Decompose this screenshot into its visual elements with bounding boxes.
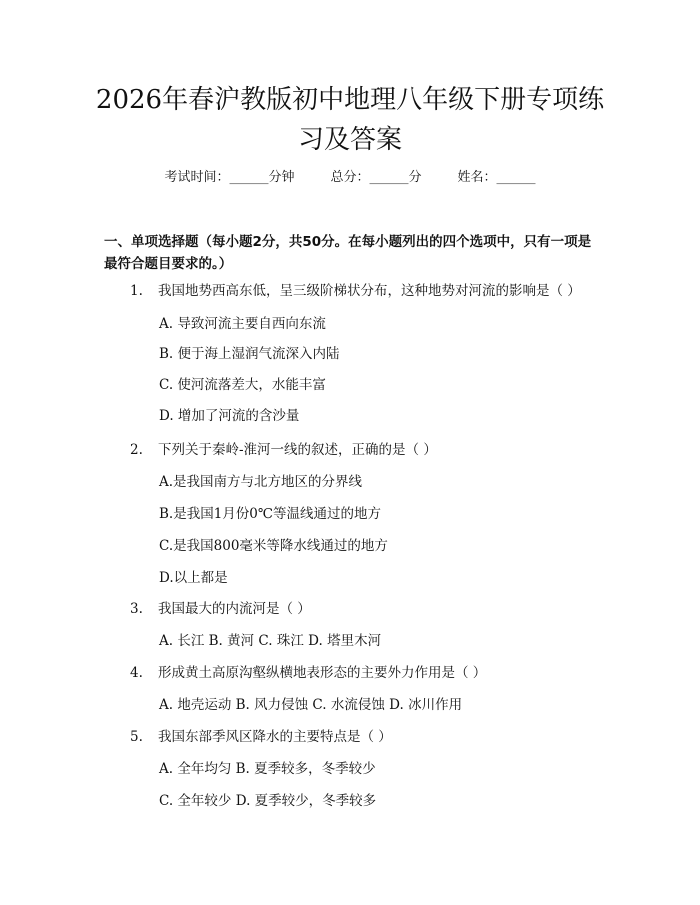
question-number: 3.: [130, 601, 143, 617]
question-option: C. 使河流落差大，水能丰富: [159, 377, 326, 393]
exam-meta: [0, 168, 700, 188]
question-option: A. 地壳运动 B. 风力侵蚀 C. 水流侵蚀 D. 冰川作用: [159, 697, 463, 713]
question-option: A. 导致河流主要自西向东流: [159, 316, 326, 332]
section-heading: 一、单项选择题（每小题2分，共50分。在每小题列出的四个选项中，只有一项是最符合题目要求的。）: [104, 234, 592, 272]
question-option: C.是我国800毫米等降水线通过的地方: [159, 538, 388, 554]
question-option: B.是我国1月份0℃等温线通过的地方: [159, 506, 381, 522]
question-number: 1.: [130, 283, 143, 299]
question-option: A. 全年均匀 B. 夏季较多，冬季较少: [159, 761, 376, 777]
exam-time: 考试时间：______分钟: [164, 170, 295, 185]
exam-student-name: 姓名：______: [457, 170, 536, 185]
question-option: D. 增加了河流的含沙量: [159, 408, 300, 424]
question-stem: [130, 599, 311, 619]
question-option: D.以上都是: [159, 570, 228, 586]
question-option: C. 全年较少 D. 夏季较少，冬季较多: [159, 793, 377, 809]
question-stem: [130, 663, 486, 683]
question-text: 下列关于秦岭-淮河一线的叙述，正确的是（ ）: [158, 442, 437, 458]
question-number: 4.: [130, 665, 143, 681]
question-stem: [130, 440, 437, 460]
question-stem: [130, 281, 581, 301]
question-option: A. 长江 B. 黄河 C. 珠江 D. 塔里木河: [159, 633, 382, 649]
question-text: 我国东部季风区降水的主要特点是（ ）: [158, 729, 392, 745]
question-text: 形成黄土高原沟壑纵横地表形态的主要外力作用是（ ）: [158, 665, 487, 681]
question-option: A.是我国南方与北方地区的分界线: [159, 474, 363, 490]
question-text: 我国地势西高东低，呈三级阶梯状分布，这种地势对河流的影响是（ ）: [158, 283, 581, 299]
question-option: B. 便于海上湿润气流深入内陆: [159, 346, 340, 362]
exam-total-score: 总分：______分: [330, 170, 422, 185]
question-stem: [130, 727, 392, 747]
document-title: 2026年春沪教版初中地理八年级下册专项练习及答案: [95, 85, 605, 155]
question-text: 我国最大的内流河是（ ）: [158, 601, 311, 617]
question-number: 5.: [130, 729, 143, 745]
question-number: 2.: [130, 442, 143, 458]
